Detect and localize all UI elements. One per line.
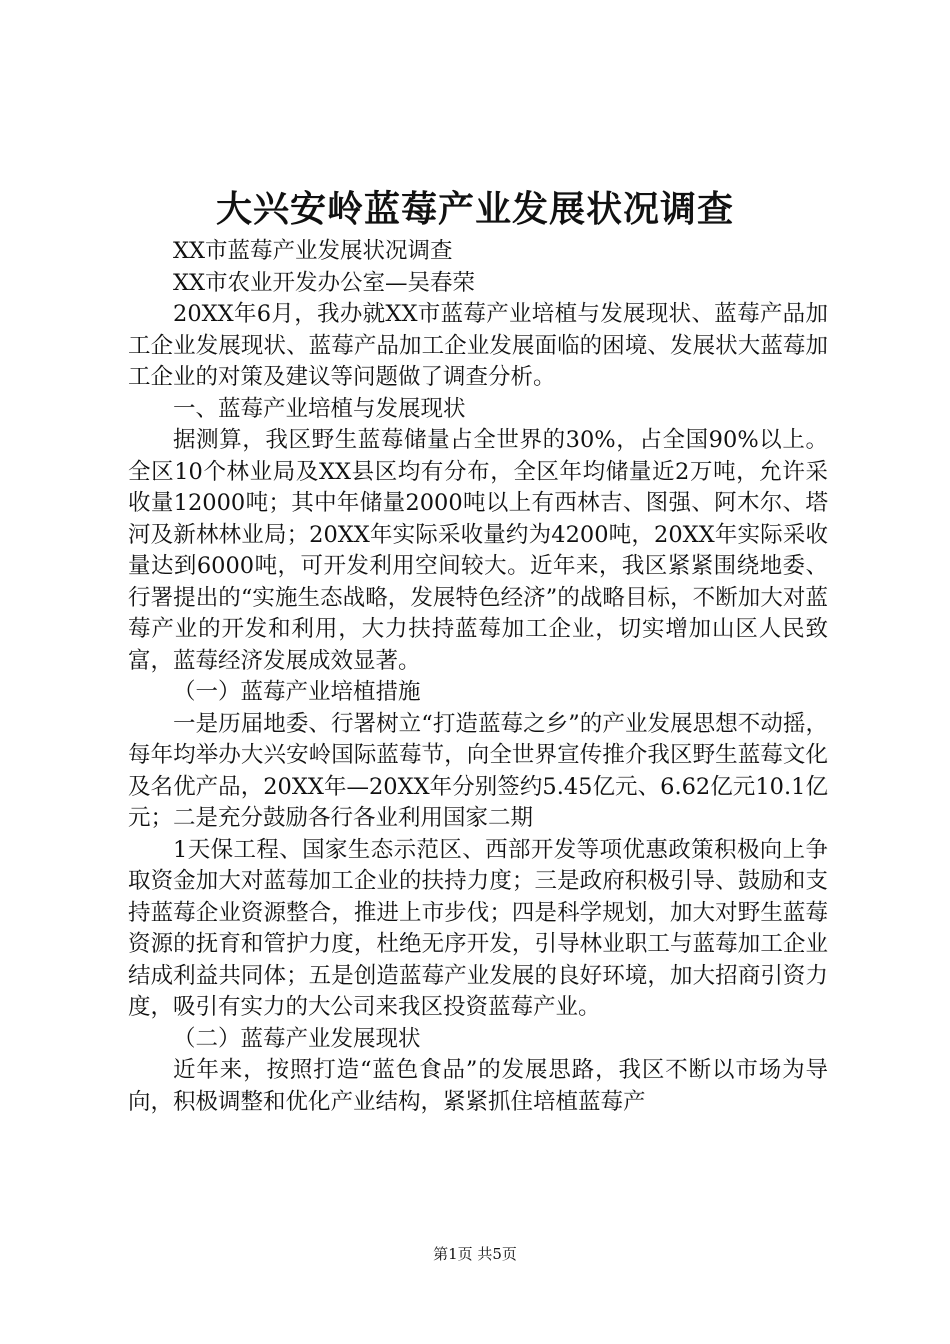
- paragraph-intro: 20XX年6月，我办就XX市蓝莓产业培植与发展现状、蓝莓产品加工企业发展现状、蓝莓产品加工企业发展面临的困境、发展状大蓝莓加工企业的对策及建议等问题做了调查分析。: [128, 301, 828, 390]
- paragraph-status: 近年来，按照打造“蓝色食品”的发展思路，我区不断以市场为导向，积极调整和优化产业结构，紧紧抓住培植蓝莓产: [128, 1057, 828, 1115]
- document-body: [128, 236, 828, 1118]
- paragraph-subtitle: XX市蓝莓产业发展状况调查: [173, 238, 453, 264]
- page-number: 第1页 共5页: [433, 1245, 517, 1263]
- paragraph-author: XX市农业开发办公室—吴春荣: [173, 269, 476, 296]
- document-title: 大兴安岭蓝莓产业发展状况调查: [215, 188, 734, 230]
- paragraph-reserves: 据测算，我区野生蓝莓储量占全世界的30%，占全国90%以上。全区10个林业局及XX县区均有分布，全区年均储量近2万吨，允许采收量12000吨；其中年储量2000吨以上有西林吉、图强、阿木尔、塔河及新林林业局；20XX年实际采收量约为4200吨，20XX年实际采收量达到6000吨，可开发利用空间较大。近年来，我区紧紧围绕地委、行署提出的“实施生态战略，发展特色经济”的战略目标，不断加大对蓝莓产业的开发和利用，大力扶持蓝莓加工企业，切实增加山区人民致富，蓝莓经济发展成效显著。: [128, 427, 828, 674]
- subsection-heading-2: （二）蓝莓产业发展现状: [173, 1025, 421, 1052]
- paragraph-measures-1: 一是历届地委、行署树立“打造蓝莓之乡”的产业发展思想不动摇，每年均举办大兴安岭国际蓝莓节，向全世界宣传推介我区野生蓝莓文化及名优产品，20XX年—20XX年分别签约5.45亿元、6.62亿元10.1亿元；二是充分鼓励各行各业利用国家二期: [128, 710, 828, 831]
- subsection-heading-1: （一）蓝莓产业培植措施: [173, 679, 421, 705]
- section-heading-1: 一、蓝莓产业培植与发展现状: [173, 395, 466, 422]
- paragraph-measures-2: 1天保工程、国家生态示范区、西部开发等项优惠政策积极向上争取资金加大对蓝莓加工企业的扶持力度；三是政府积极引导、鼓励和支持蓝莓企业资源整合，推进上市步伐；四是科学规划，加大对野生蓝莓资源的抚育和管护力度，杜绝无序开发，引导林业职工与蓝莓加工企业结成利益共同体；五是创造蓝莓产业发展的良好环境，加大招商引资力度，吸引有实力的大公司来我区投资蓝莓产业。: [128, 836, 828, 1020]
